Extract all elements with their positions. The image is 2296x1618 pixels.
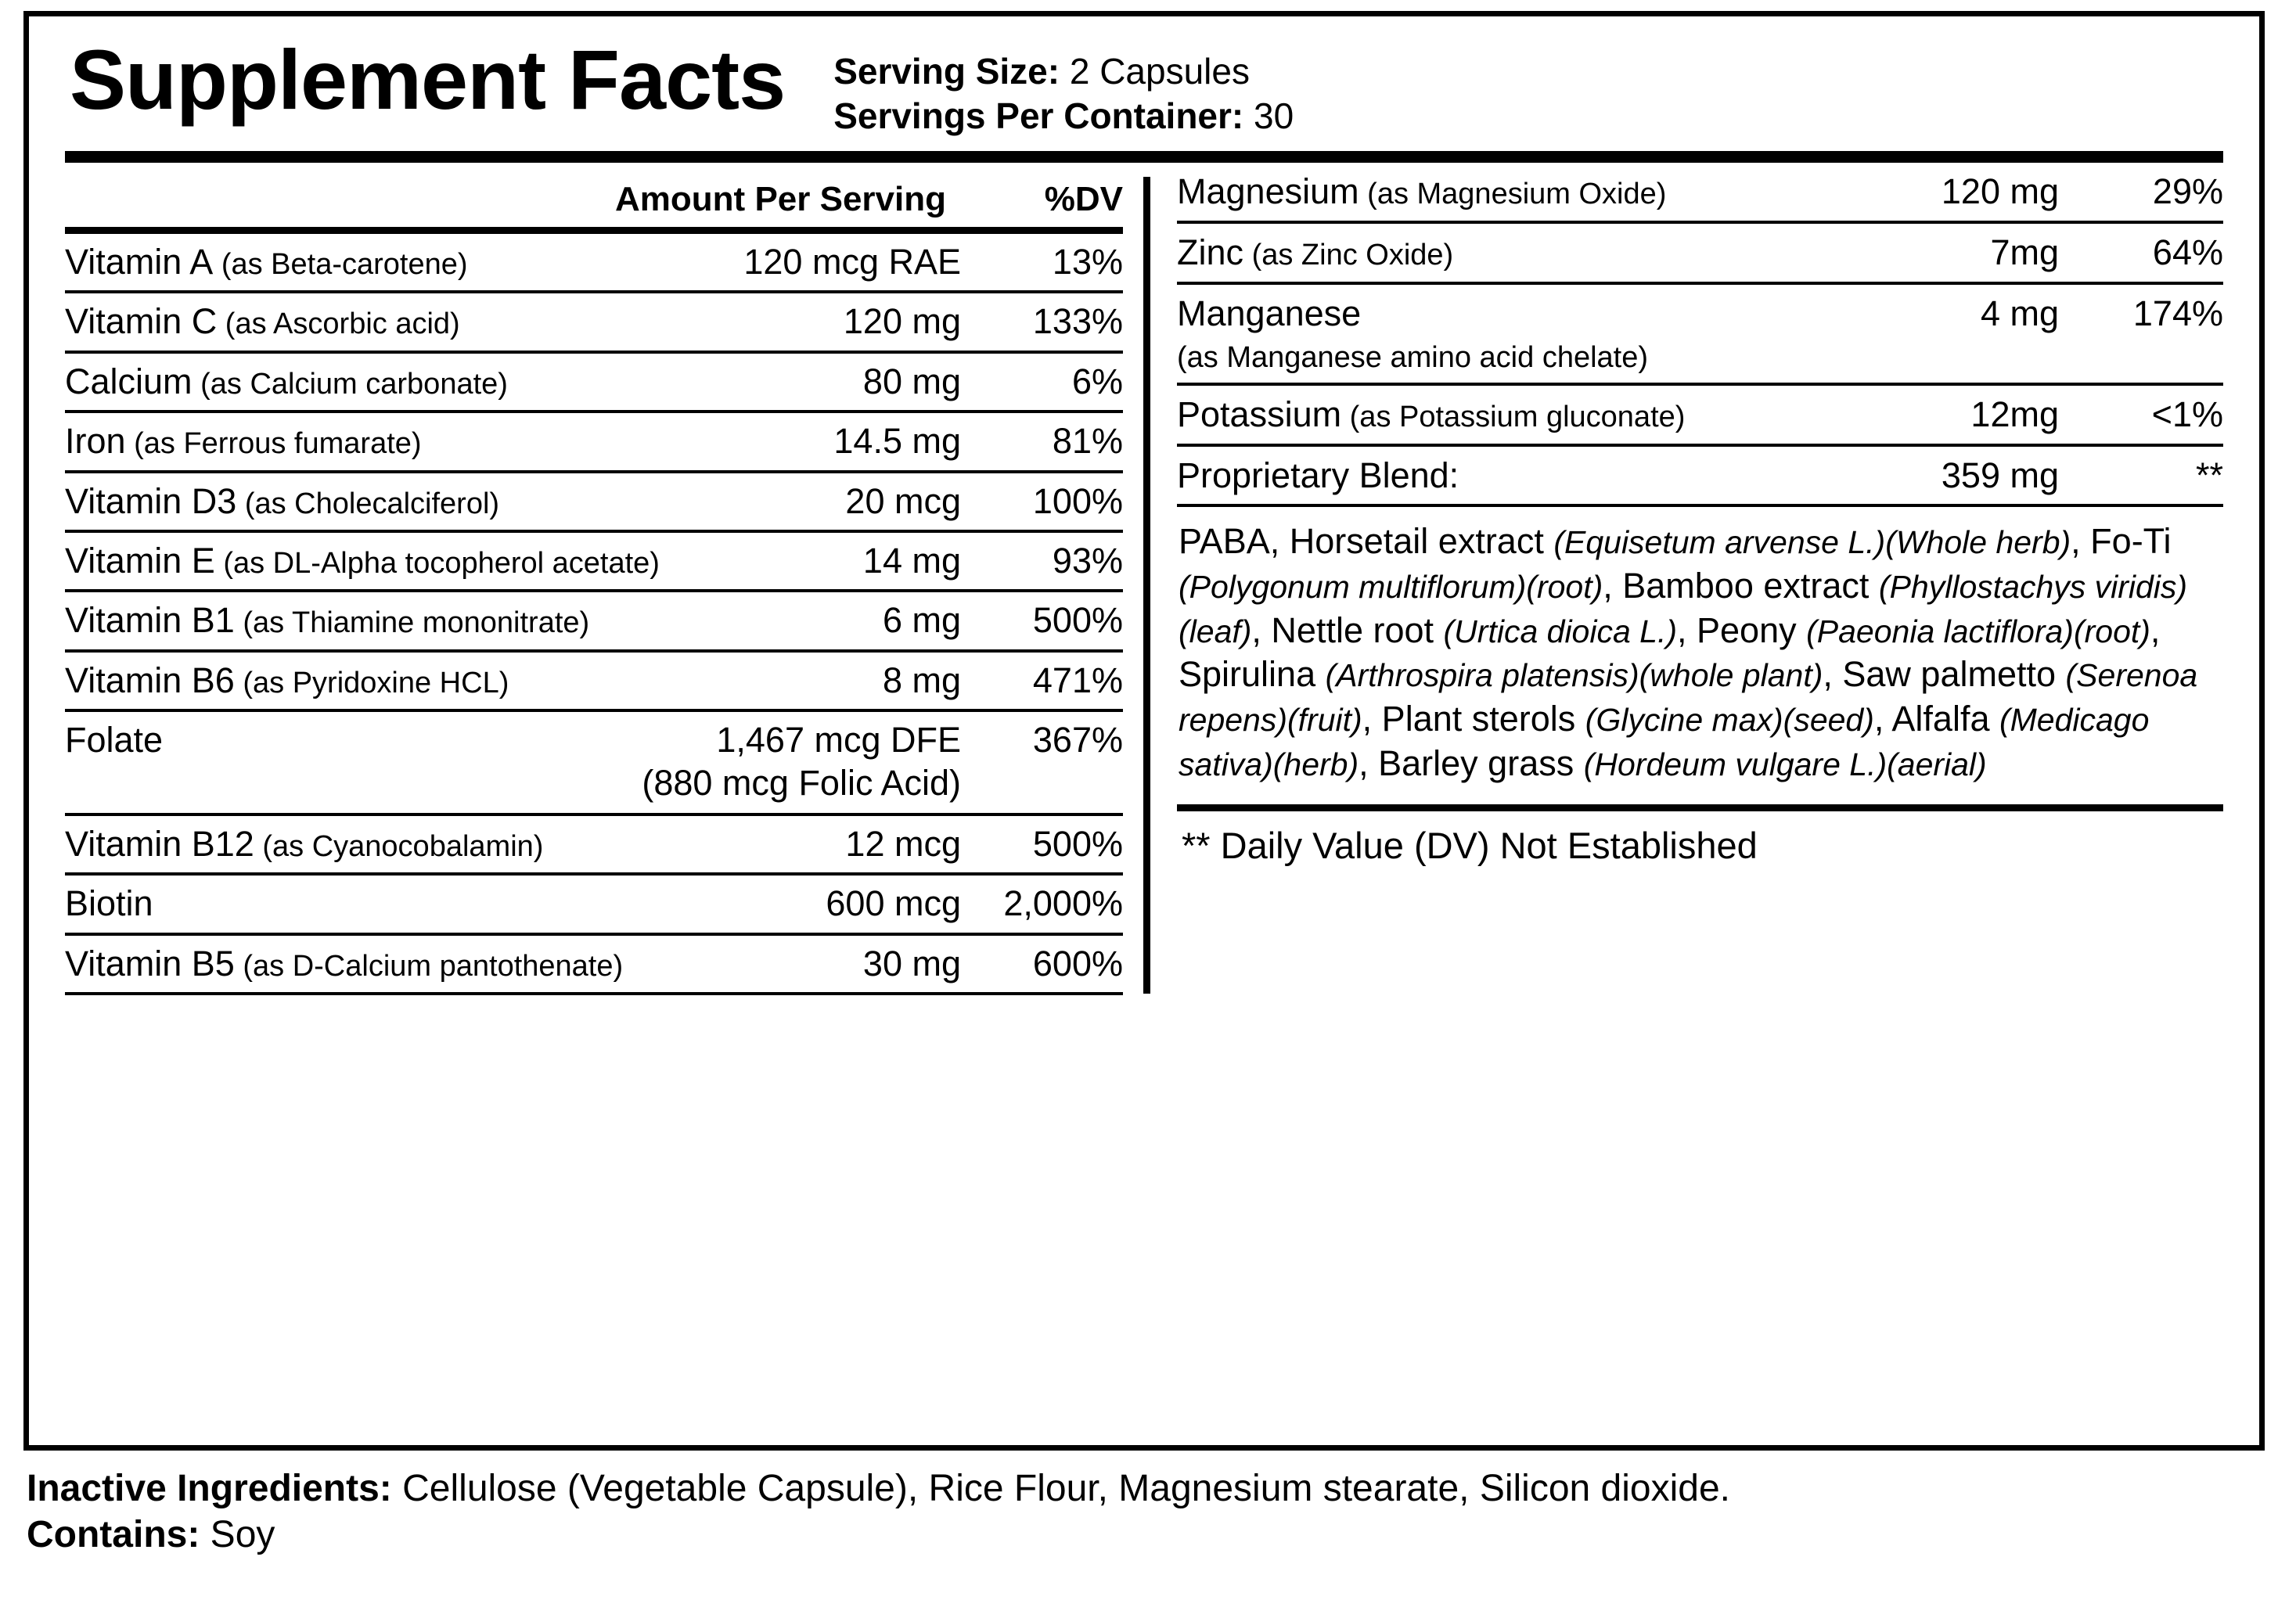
left-nutrient-column — [65, 163, 1143, 995]
nutrient-source-second-line: (as Manganese amino acid chelate) — [1177, 341, 1649, 375]
nutrient-dv: 64% — [2152, 232, 2223, 272]
nutrient-amount: 6 mg — [882, 600, 961, 641]
nutrient-dv: 100% — [1032, 480, 1123, 521]
table-row — [1177, 386, 2223, 444]
botanical-name: (Polygonum multiflorum)(root) — [1179, 568, 1603, 605]
right-nutrient-column — [1150, 163, 2223, 995]
table-row — [1177, 447, 2223, 505]
nutrient-source: (as Magnesium Oxide) — [1359, 178, 1667, 211]
nutrient-dv: 6% — [1071, 361, 1123, 401]
serving-size-line — [833, 49, 1294, 94]
nutrient-source: (as Cholecalciferol) — [236, 487, 500, 520]
botanical-name: (Medicago sativa)(herb) — [1179, 702, 2150, 782]
table-row — [65, 533, 1123, 589]
nutrient-amount: 120 mg — [843, 301, 961, 342]
left-header-rule — [65, 227, 1123, 234]
supplement-facts-panel — [23, 11, 2265, 1451]
nutrient-name: Vitamin C (as Ascorbic acid) — [65, 301, 460, 342]
header-percent-dv: %DV — [1044, 180, 1123, 219]
nutrient-dv: 600% — [1032, 943, 1123, 983]
nutrient-source: (as DL-Alpha tocopherol acetate) — [214, 547, 660, 581]
nutrient-amount: 120 mg — [1941, 171, 2059, 212]
servings-per-container-label: Servings Per Container: — [833, 95, 1244, 137]
nutrient-name: Zinc (as Zinc Oxide) — [1177, 232, 1454, 272]
nutrient-name: Magnesium (as Magnesium Oxide) — [1177, 171, 1667, 212]
left-rows-container — [65, 234, 1123, 995]
nutrient-dv: ** — [2195, 455, 2223, 495]
nutrient-name: Vitamin B5 (as D-Calcium pantothenate) — [65, 943, 624, 983]
ingredient-name: , Spirulina — [1179, 609, 2161, 695]
nutrient-name: Vitamin B12 (as Cyanocobalamin) — [65, 823, 544, 864]
footnote-rule — [1177, 804, 2223, 811]
nutrient-amount: 359 mg — [1941, 455, 2059, 495]
inactive-ingredients-line — [27, 1466, 2280, 1512]
nutrient-source: (as Calcium carbonate) — [192, 367, 508, 401]
nutrient-dv: 29% — [2152, 171, 2223, 212]
table-row — [65, 592, 1123, 649]
ingredient-name: PABA, Horsetail extract — [1179, 521, 1554, 562]
servings-per-container-line — [833, 94, 1294, 138]
nutrient-amount: 600 mcg — [826, 883, 961, 924]
header-divider-rule — [65, 151, 2223, 163]
nutrient-amount: 7mg — [1990, 232, 2059, 272]
column-headers — [65, 163, 1123, 227]
botanical-name: (Equisetum arvense L.)(Whole herb) — [1553, 524, 2071, 561]
nutrient-dv: 81% — [1052, 421, 1123, 462]
nutrient-source: (as Thiamine mononitrate) — [234, 606, 590, 640]
nutrient-source: (as Potassium gluconate) — [1341, 400, 1686, 433]
table-row — [65, 816, 1123, 872]
nutrient-name: Iron (as Ferrous fumarate) — [65, 421, 422, 462]
nutrient-amount: 20 mcg — [845, 480, 961, 521]
nutrient-amount: 30 mg — [862, 943, 961, 983]
inactive-ingredients-label: Inactive Ingredients: — [27, 1468, 392, 1509]
nutrient-dv: 367% — [1032, 720, 1123, 760]
nutrient-source: (as Ascorbic acid) — [217, 307, 460, 341]
table-row — [65, 354, 1123, 410]
nutrient-amount: 8 mg — [882, 660, 961, 700]
ingredient-name: , Peony — [1677, 609, 1807, 650]
nutrient-dv: 2,000% — [1003, 883, 1123, 924]
nutrient-name: Vitamin D3 (as Cholecalciferol) — [65, 480, 500, 521]
panel-header — [56, 31, 2233, 138]
nutrient-name: Vitamin E (as DL-Alpha tocopherol acetate) — [65, 541, 660, 581]
nutrient-amount: 4 mg — [1980, 293, 2059, 333]
nutrient-source: (as Pyridoxine HCL) — [234, 666, 509, 699]
nutrient-dv: 93% — [1052, 541, 1123, 581]
nutrient-amount: 14 mg — [862, 541, 961, 581]
botanical-name: (Paeonia lactiflora)(root) — [1806, 613, 2150, 649]
nutrient-source: (as Zinc Oxide) — [1243, 238, 1454, 271]
botanical-name: (Hordeum vulgare L.)(aerial) — [1583, 746, 1987, 782]
ingredient-name: , Barley grass — [1359, 742, 1584, 783]
table-row — [65, 712, 1123, 813]
contains-value: Soy — [210, 1513, 275, 1555]
nutrient-name: Proprietary Blend: — [1177, 455, 1459, 495]
table-row — [1177, 224, 2223, 282]
nutrient-amount: 120 mcg RAE — [743, 242, 961, 282]
botanical-name: (Serenoa repens)(fruit) — [1179, 657, 2198, 738]
row-rule — [65, 992, 1123, 995]
botanical-name: (Arthrospira platensis)(whole plant) — [1325, 657, 1823, 694]
servings-per-container-value: 30 — [1254, 95, 1294, 137]
nutrient-dv: 500% — [1032, 823, 1123, 864]
nutrient-name: Calcium (as Calcium carbonate) — [65, 361, 508, 401]
table-row — [65, 473, 1123, 530]
contains-label: Contains: — [27, 1513, 200, 1555]
dv-footnote: ** Daily Value (DV) Not Established — [1182, 825, 1758, 867]
ingredient-name: , Nettle root — [1251, 609, 1444, 650]
serving-size-value: 2 Capsules — [1069, 51, 1250, 92]
nutrient-name: Manganese — [1177, 293, 1362, 333]
botanical-name: (Glycine max)(seed) — [1585, 702, 1874, 738]
nutrition-columns — [56, 163, 2233, 995]
nutrient-dv: 133% — [1032, 301, 1123, 342]
nutrient-amount: 12 mcg — [845, 823, 961, 864]
contains-line — [27, 1512, 2280, 1559]
ingredient-name: , Saw palmetto — [1823, 654, 2066, 695]
table-row — [1177, 163, 2223, 221]
nutrient-name: Potassium (as Potassium gluconate) — [1177, 394, 1686, 434]
table-row — [65, 936, 1123, 992]
nutrient-source: (as Beta-carotene) — [213, 248, 468, 282]
nutrient-name: Vitamin A (as Beta-carotene) — [65, 242, 468, 282]
nutrient-name: Vitamin B6 (as Pyridoxine HCL) — [65, 660, 509, 700]
column-divider — [1143, 177, 1150, 994]
ingredient-name: , Fo-Ti — [2071, 521, 2172, 562]
page-title: Supplement Facts — [70, 32, 786, 127]
nutrient-dv: <1% — [2151, 394, 2223, 434]
nutrient-amount-second-line: (880 mcg Folic Acid) — [642, 762, 961, 803]
header-amount-per-serving: Amount Per Serving — [615, 180, 946, 219]
ingredient-name: , Alfalfa — [1873, 699, 1999, 739]
nutrient-amount: 14.5 mg — [833, 421, 961, 462]
bottom-ingredients-block — [23, 1466, 2280, 1558]
nutrient-name: Folate — [65, 720, 164, 760]
ingredient-name: , Bamboo extract — [1603, 565, 1879, 606]
nutrient-source: (as D-Calcium pantothenate) — [234, 949, 624, 983]
table-row — [65, 293, 1123, 350]
nutrient-dv: 500% — [1032, 600, 1123, 641]
right-rows-container — [1177, 163, 2223, 507]
nutrient-amount: 80 mg — [862, 361, 961, 401]
proprietary-blend-ingredients — [1177, 507, 2223, 790]
nutrient-amount: 12mg — [1970, 394, 2059, 434]
table-row — [65, 876, 1123, 932]
botanical-name: (Urtica dioica L.) — [1443, 613, 1678, 649]
table-row — [65, 653, 1123, 709]
nutrient-amount: 1,467 mcg DFE — [716, 720, 961, 760]
table-row — [1177, 285, 2223, 343]
inactive-ingredients-value: Cellulose (Vegetable Capsule), Rice Flour, Magnesium stearate, Silicon dioxide. — [402, 1468, 1730, 1509]
botanical-name: (Phyllostachys viridis)(leaf) — [1179, 568, 2188, 649]
table-row — [65, 234, 1123, 290]
serving-info — [833, 49, 1294, 138]
nutrient-name: Biotin — [65, 883, 153, 924]
table-row — [65, 413, 1123, 469]
nutrient-source: (as Cyanocobalamin) — [254, 829, 544, 863]
serving-size-label: Serving Size: — [833, 51, 1060, 92]
nutrient-source: (as Ferrous fumarate) — [125, 427, 422, 461]
nutrient-dv: 471% — [1032, 660, 1123, 700]
nutrient-dv: 174% — [2132, 293, 2223, 333]
ingredient-name: , Plant sterols — [1362, 699, 1585, 739]
nutrient-name: Vitamin B1 (as Thiamine mononitrate) — [65, 600, 590, 641]
nutrient-dv: 13% — [1052, 242, 1123, 282]
